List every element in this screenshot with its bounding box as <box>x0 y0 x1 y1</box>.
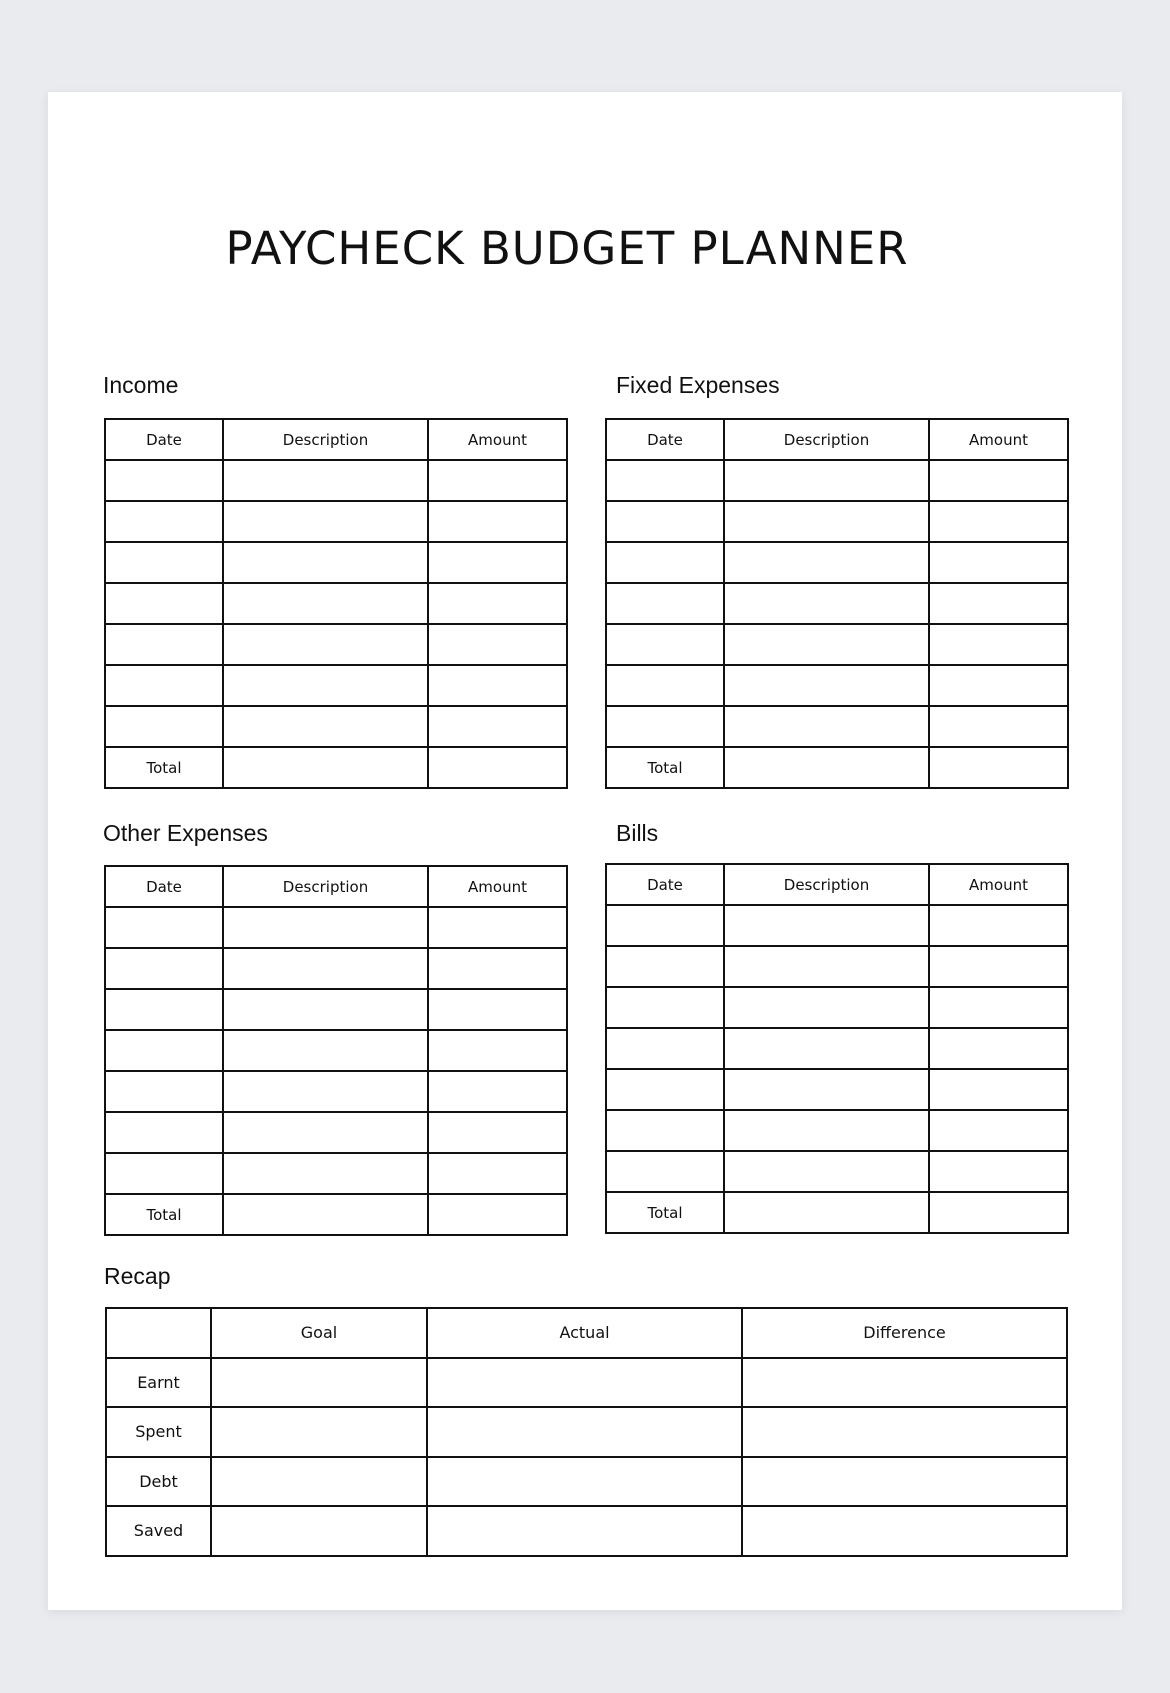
amount-cell[interactable] <box>428 1030 567 1071</box>
amount-cell[interactable] <box>929 501 1068 542</box>
description-cell[interactable] <box>223 706 428 747</box>
amount-cell[interactable] <box>929 946 1068 987</box>
description-cell[interactable] <box>724 1069 929 1110</box>
description-cell[interactable] <box>724 987 929 1028</box>
amount-header: Amount <box>428 419 567 460</box>
actual-cell[interactable] <box>427 1407 742 1457</box>
table-row <box>606 1110 1068 1151</box>
table-row <box>105 542 567 583</box>
description-cell[interactable] <box>223 460 428 501</box>
date-cell[interactable] <box>606 905 724 946</box>
amount-cell[interactable] <box>428 1071 567 1112</box>
description-cell[interactable] <box>223 1112 428 1153</box>
table-row <box>105 1112 567 1153</box>
other-expenses-section-title: Other Expenses <box>103 820 268 846</box>
date-cell[interactable] <box>606 946 724 987</box>
description-cell[interactable] <box>724 624 929 665</box>
amount-cell[interactable] <box>929 665 1068 706</box>
amount-cell[interactable] <box>929 542 1068 583</box>
amount-cell[interactable] <box>428 501 567 542</box>
description-cell[interactable] <box>223 1071 428 1112</box>
table-row <box>105 907 567 948</box>
table-header-row <box>105 419 567 460</box>
amount-cell[interactable] <box>428 665 567 706</box>
table-row <box>606 460 1068 501</box>
date-cell[interactable] <box>606 706 724 747</box>
description-header: Description <box>724 864 929 905</box>
table-row <box>105 1030 567 1071</box>
amount-header: Amount <box>929 864 1068 905</box>
description-cell[interactable] <box>223 989 428 1030</box>
table-row <box>105 706 567 747</box>
table-row <box>606 665 1068 706</box>
date-cell[interactable] <box>105 501 223 542</box>
date-cell[interactable] <box>105 706 223 747</box>
table-row <box>105 501 567 542</box>
bills-table <box>605 863 1069 1234</box>
description-header: Description <box>223 866 428 907</box>
table-header-row <box>606 864 1068 905</box>
table-row <box>606 501 1068 542</box>
date-header: Date <box>606 419 724 460</box>
description-header: Description <box>724 419 929 460</box>
amount-cell[interactable] <box>929 1069 1068 1110</box>
date-cell[interactable] <box>606 542 724 583</box>
amount-cell[interactable] <box>929 905 1068 946</box>
goal-header: Goal <box>211 1308 427 1358</box>
date-cell[interactable] <box>606 1110 724 1151</box>
income-section-title: Income <box>103 372 179 398</box>
amount-cell[interactable] <box>428 948 567 989</box>
amount-cell[interactable] <box>428 706 567 747</box>
amount-cell[interactable] <box>929 460 1068 501</box>
amount-cell[interactable] <box>929 1151 1068 1192</box>
description-cell[interactable] <box>223 583 428 624</box>
table-row <box>105 624 567 665</box>
actual-cell[interactable] <box>427 1506 742 1556</box>
difference-cell[interactable] <box>742 1407 1067 1457</box>
recap-row-label: Spent <box>106 1407 211 1457</box>
description-cell[interactable] <box>223 542 428 583</box>
bills-section-title: Bills <box>616 820 659 846</box>
recap-corner-cell <box>106 1308 211 1358</box>
total-amount-cell[interactable] <box>929 747 1068 788</box>
description-cell[interactable] <box>724 946 929 987</box>
description-cell[interactable] <box>724 501 929 542</box>
total-amount-cell[interactable] <box>929 1192 1068 1233</box>
description-cell[interactable] <box>223 1030 428 1071</box>
goal-cell[interactable] <box>211 1358 427 1408</box>
recap-row-label: Earnt <box>106 1358 211 1408</box>
amount-cell[interactable] <box>929 706 1068 747</box>
recap-row <box>106 1457 1067 1507</box>
amount-cell[interactable] <box>929 1110 1068 1151</box>
other-expenses-table <box>104 865 568 1236</box>
total-label: Total <box>606 747 724 788</box>
description-cell[interactable] <box>223 747 428 788</box>
date-cell[interactable] <box>606 624 724 665</box>
description-header: Description <box>223 419 428 460</box>
recap-row <box>106 1506 1067 1556</box>
recap-row-label: Saved <box>106 1506 211 1556</box>
actual-cell[interactable] <box>427 1358 742 1408</box>
description-cell[interactable] <box>724 460 929 501</box>
amount-header: Amount <box>428 866 567 907</box>
date-cell[interactable] <box>105 665 223 706</box>
table-row <box>606 1069 1068 1110</box>
description-cell[interactable] <box>223 1153 428 1194</box>
page-title: PAYCHECK BUDGET PLANNER <box>225 222 909 275</box>
goal-cell[interactable] <box>211 1407 427 1457</box>
table-row <box>606 987 1068 1028</box>
recap-row <box>106 1358 1067 1408</box>
actual-cell[interactable] <box>427 1457 742 1507</box>
table-row <box>105 460 567 501</box>
table-row <box>606 624 1068 665</box>
date-header: Date <box>606 864 724 905</box>
description-cell[interactable] <box>724 706 929 747</box>
goal-cell[interactable] <box>211 1506 427 1556</box>
date-cell[interactable] <box>606 583 724 624</box>
date-cell[interactable] <box>105 1153 223 1194</box>
description-cell[interactable] <box>223 1194 428 1235</box>
table-row <box>606 1151 1068 1192</box>
table-header-row <box>105 866 567 907</box>
total-label: Total <box>105 1194 223 1235</box>
total-amount-cell[interactable] <box>428 1194 567 1235</box>
date-cell[interactable] <box>105 624 223 665</box>
amount-cell[interactable] <box>428 624 567 665</box>
date-cell[interactable] <box>105 583 223 624</box>
date-cell[interactable] <box>105 460 223 501</box>
date-cell[interactable] <box>105 1030 223 1071</box>
amount-cell[interactable] <box>929 583 1068 624</box>
table-row <box>606 542 1068 583</box>
table-row <box>105 989 567 1030</box>
date-cell[interactable] <box>105 907 223 948</box>
date-header: Date <box>105 866 223 907</box>
description-cell[interactable] <box>724 1192 929 1233</box>
total-label: Total <box>606 1192 724 1233</box>
table-row <box>606 905 1068 946</box>
description-cell[interactable] <box>724 542 929 583</box>
difference-cell[interactable] <box>742 1358 1067 1408</box>
amount-header: Amount <box>929 419 1068 460</box>
description-cell[interactable] <box>724 1028 929 1069</box>
description-cell[interactable] <box>724 1151 929 1192</box>
description-cell[interactable] <box>724 665 929 706</box>
amount-cell[interactable] <box>929 624 1068 665</box>
recap-row-label: Debt <box>106 1457 211 1507</box>
goal-cell[interactable] <box>211 1457 427 1507</box>
fixed-expenses-section-title: Fixed Expenses <box>616 372 780 398</box>
description-cell[interactable] <box>223 665 428 706</box>
description-cell[interactable] <box>223 624 428 665</box>
total-row <box>606 747 1068 788</box>
fixed-expenses-table <box>605 418 1069 789</box>
date-cell[interactable] <box>105 948 223 989</box>
description-cell[interactable] <box>223 907 428 948</box>
description-cell[interactable] <box>724 1110 929 1151</box>
total-row <box>105 747 567 788</box>
income-table <box>104 418 568 789</box>
date-cell[interactable] <box>105 1071 223 1112</box>
table-row <box>606 706 1068 747</box>
total-label: Total <box>105 747 223 788</box>
recap-row <box>106 1407 1067 1457</box>
table-row <box>606 583 1068 624</box>
description-cell[interactable] <box>223 501 428 542</box>
date-header: Date <box>105 419 223 460</box>
total-row <box>606 1192 1068 1233</box>
amount-cell[interactable] <box>428 583 567 624</box>
date-cell[interactable] <box>105 1112 223 1153</box>
amount-cell[interactable] <box>428 989 567 1030</box>
table-header-row <box>606 419 1068 460</box>
difference-cell[interactable] <box>742 1457 1067 1507</box>
table-row <box>105 583 567 624</box>
date-cell[interactable] <box>105 989 223 1030</box>
amount-cell[interactable] <box>929 987 1068 1028</box>
difference-header: Difference <box>742 1308 1067 1358</box>
amount-cell[interactable] <box>428 1153 567 1194</box>
total-row <box>105 1194 567 1235</box>
recap-section-title: Recap <box>104 1263 171 1289</box>
date-cell[interactable] <box>606 987 724 1028</box>
description-cell[interactable] <box>724 583 929 624</box>
date-cell[interactable] <box>606 1028 724 1069</box>
amount-cell[interactable] <box>428 542 567 583</box>
table-row <box>105 1071 567 1112</box>
amount-cell[interactable] <box>929 1028 1068 1069</box>
date-cell[interactable] <box>606 501 724 542</box>
table-row <box>606 946 1068 987</box>
date-cell[interactable] <box>105 542 223 583</box>
recap-header-row <box>106 1308 1067 1358</box>
description-cell[interactable] <box>724 747 929 788</box>
date-cell[interactable] <box>606 1069 724 1110</box>
actual-header: Actual <box>427 1308 742 1358</box>
amount-cell[interactable] <box>428 460 567 501</box>
description-cell[interactable] <box>223 948 428 989</box>
table-row <box>606 1028 1068 1069</box>
total-amount-cell[interactable] <box>428 747 567 788</box>
date-cell[interactable] <box>606 665 724 706</box>
amount-cell[interactable] <box>428 1112 567 1153</box>
date-cell[interactable] <box>606 460 724 501</box>
recap-table <box>105 1307 1068 1557</box>
table-row <box>105 1153 567 1194</box>
difference-cell[interactable] <box>742 1506 1067 1556</box>
description-cell[interactable] <box>724 905 929 946</box>
amount-cell[interactable] <box>428 907 567 948</box>
table-row <box>105 948 567 989</box>
table-row <box>105 665 567 706</box>
date-cell[interactable] <box>606 1151 724 1192</box>
